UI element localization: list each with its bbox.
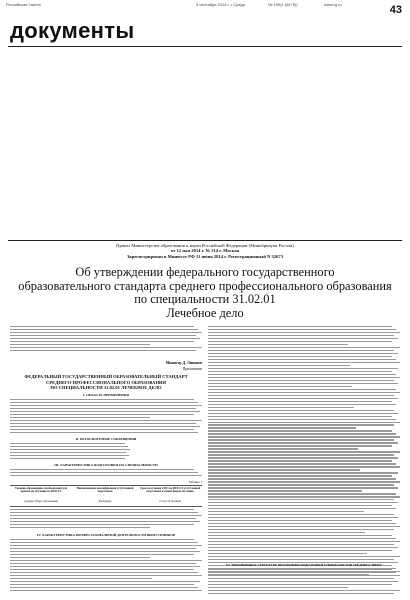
headline-line-1: Об утверждении федерального государственного [75,265,335,279]
text-line [208,335,394,336]
text-line [208,392,400,393]
text-line [208,532,365,533]
text-line [10,475,202,476]
masthead-bar [6,2,404,10]
site-url: www.rg.ru [324,2,342,7]
text-line [10,402,198,403]
text-line [208,329,396,330]
text-line [208,401,392,402]
standard-title [10,374,202,391]
text-line [208,544,394,545]
text-line [208,350,394,351]
text-line [10,557,150,558]
table-1-cell: 2 года 10 месяцев [159,499,181,503]
text-line [10,569,194,570]
order-header [0,243,410,259]
right-column-text-b [208,569,400,596]
headline-line-3: по специальности 31.02.01 [134,292,276,306]
left-column-section-4 [10,539,202,593]
text-line [10,539,194,540]
left-column-section-1 [10,399,202,435]
standard-title-line-2: СРЕДНЕГО ПРОФЕССИОНАЛЬНОГО ОБРАЗОВАНИЯ [46,379,166,385]
text-line [10,472,198,473]
text-line [208,484,394,485]
text-line [208,416,392,417]
text-line [208,487,398,488]
text-line [10,469,194,470]
text-line [208,517,398,518]
text-line [10,426,200,427]
text-line [10,411,200,412]
text-line [10,509,194,510]
text-line [208,460,392,461]
section-4-heading: IV. ХАРАКТЕРИСТИКА ПРОФЕССИОНАЛЬНОЙ ДЕЯТЕЛЬНОСТИ ВЫПУСКНИКОВ [36,533,176,537]
text-line [208,365,350,366]
text-line [10,458,125,459]
text-line [10,344,150,345]
text-line [208,502,398,503]
text-line [208,559,394,560]
text-line [10,341,194,342]
newspaper-name: Российская Газета [6,2,41,7]
text-line [10,575,202,576]
text-line [208,338,398,339]
text-line [208,422,400,423]
issue-number: № 199(1 (6475)) [268,2,298,7]
text-line [208,469,360,470]
text-line [208,572,396,573]
document-headline [0,266,410,320]
text-line [10,572,198,573]
text-line [208,472,398,473]
text-line [10,521,200,522]
table-1-label: Таблица 1 [188,480,202,484]
text-line [208,386,352,387]
text-line [208,553,367,554]
text-line [10,512,198,513]
text-line [10,449,130,450]
text-line [208,587,348,588]
text-line [208,427,356,428]
standard-title-line-3: ПО СПЕЦИАЛЬНОСТИ 31.02.01 ЛЕЧЕБНОЕ ДЕЛО [50,385,162,391]
text-line [208,395,394,396]
text-line [208,454,394,455]
headline-line-2: образовательного стандарта среднего профессионального образования [18,278,392,293]
section-2-heading: II. ИСПОЛЬЗУЕМЫЕ СОКРАЩЕНИЯ [75,437,137,441]
text-line [208,550,392,551]
text-line [208,371,392,372]
text-line [208,424,394,425]
text-line [208,383,398,384]
right-column-text-a [208,326,400,577]
text-line [208,448,358,449]
section-rule [8,46,402,47]
text-line [208,326,392,327]
text-line [208,389,396,390]
text-line [10,542,198,543]
text-line [208,581,398,582]
text-line [208,538,396,539]
table-1-cell: Фельдшер [98,499,112,503]
text-line [10,551,200,552]
left-column-section-3-cont [10,509,202,530]
text-line [10,584,194,585]
text-line [10,581,200,582]
text-line [10,524,194,525]
text-line [10,338,200,339]
text-line [208,463,396,464]
text-line [208,475,392,476]
order-rule [8,240,402,241]
text-line [208,508,396,509]
text-line [208,490,362,491]
text-line [208,419,396,420]
table-1-header-col-3: Срок получения СПО по ППССЗ углубленной подготовки в очной форме обучения [139,486,201,494]
text-line [208,590,400,591]
text-line [10,455,129,456]
text-line [10,408,196,409]
table-1-header-col-2: Наименование квалификации углубленной подготовки [76,486,134,494]
text-line [208,362,400,363]
text-line [208,514,394,515]
page-number: 43 [389,4,402,16]
text-line [10,329,198,330]
text-line [208,451,400,452]
left-column-intro [10,326,202,353]
order-line-2: от 12 мая 2014 г. № 514 г. Москва [170,248,240,254]
text-line [208,436,400,437]
text-line [10,515,202,516]
order-line-1: Приказ Министерства образования и науки Российской Федерации (Минобрнауки России) [116,243,294,248]
text-line [10,548,196,549]
headline-line-4: Лечебное дело [166,305,244,320]
text-line [208,575,400,576]
issue-date: 3 сентября 2014 г. • Среда [196,2,246,7]
text-line [10,423,196,424]
order-line-3: Зарегистрирован в Минюсте РФ 11 июня 2014 г. Регистрационный N 32673 [126,253,284,259]
text-line [10,326,194,327]
text-line [10,527,150,528]
text-line [208,511,364,512]
text-line [208,377,400,378]
text-line [208,493,396,494]
text-line [208,547,398,548]
left-column-section-3 [10,469,202,478]
text-line [10,335,196,336]
text-line [10,590,202,591]
text-line [10,452,126,453]
text-line [208,523,396,524]
text-line [208,505,392,506]
text-line [208,529,394,530]
text-line [208,407,354,408]
text-line [208,593,394,594]
text-line [10,554,194,555]
text-line [10,518,196,519]
text-line [208,374,396,375]
text-line [10,420,202,421]
text-line [208,569,392,570]
text-line [208,368,398,369]
text-line [10,417,150,418]
text-line [10,432,198,433]
left-column-section-2 [10,443,130,461]
text-line [208,556,400,557]
text-line [10,350,196,351]
section-1-heading: I. ОБЛАСТЬ ПРИМЕНЕНИЯ [83,393,129,397]
text-line [10,429,194,430]
text-line [208,526,400,527]
text-line [208,578,394,579]
text-line [10,566,200,567]
text-line [208,520,392,521]
text-line [208,404,396,405]
text-line [208,457,398,458]
text-line [10,587,198,588]
table-1 [10,485,202,507]
text-line [10,578,152,579]
text-line [208,481,400,482]
section-title: документы [10,18,135,43]
text-line [208,584,392,585]
text-line [208,445,392,446]
text-line [208,535,392,536]
text-line [208,347,400,348]
text-line [208,439,394,440]
text-line [10,443,125,444]
table-1-cell: среднее общее образование [24,499,58,503]
text-line [208,433,396,434]
text-line [10,446,128,447]
text-line [208,341,392,342]
text-line [208,413,398,414]
text-line [10,560,202,561]
text-line [208,410,394,411]
text-line [208,380,394,381]
text-line [208,398,398,399]
text-line [208,344,348,345]
text-line [208,478,396,479]
text-line [208,499,394,500]
text-line [208,496,400,497]
text-line [10,414,194,415]
text-line [208,359,396,360]
appendix-label: Приложение [182,367,202,371]
text-line [208,442,398,443]
section-6-heading: VI. ТРЕБОВАНИЯ К СТРУКТУРЕ ПРОГРАММЫ ПОДГОТОВКИ СПЕЦИАЛИСТОВ СРЕДНЕГО ЗВЕНА [226,563,382,567]
text-line [10,332,202,333]
text-line [208,353,398,354]
standard-title-line-1: ФЕДЕРАЛЬНЫЙ ГОСУДАРСТВЕННЫЙ ОБРАЗОВАТЕЛЬНЫЙ СТАНДАРТ [24,374,188,379]
text-line [208,466,400,467]
text-line [10,399,194,400]
text-line [10,347,202,348]
text-line [208,430,392,431]
text-line [208,541,400,542]
table-1-header-col-1: Уровень образования, необходимый для приема на обучение по ППССЗ [14,486,68,494]
text-line [10,545,202,546]
text-line [208,332,400,333]
section-3-heading: III. ХАРАКТЕРИСТИКА ПОДГОТОВКИ ПО СПЕЦИАЛЬНОСТИ [54,463,158,467]
text-line [10,405,202,406]
text-line [10,563,196,564]
minister-signature: Министр Д. Ливанов [165,361,202,365]
text-line [208,356,392,357]
